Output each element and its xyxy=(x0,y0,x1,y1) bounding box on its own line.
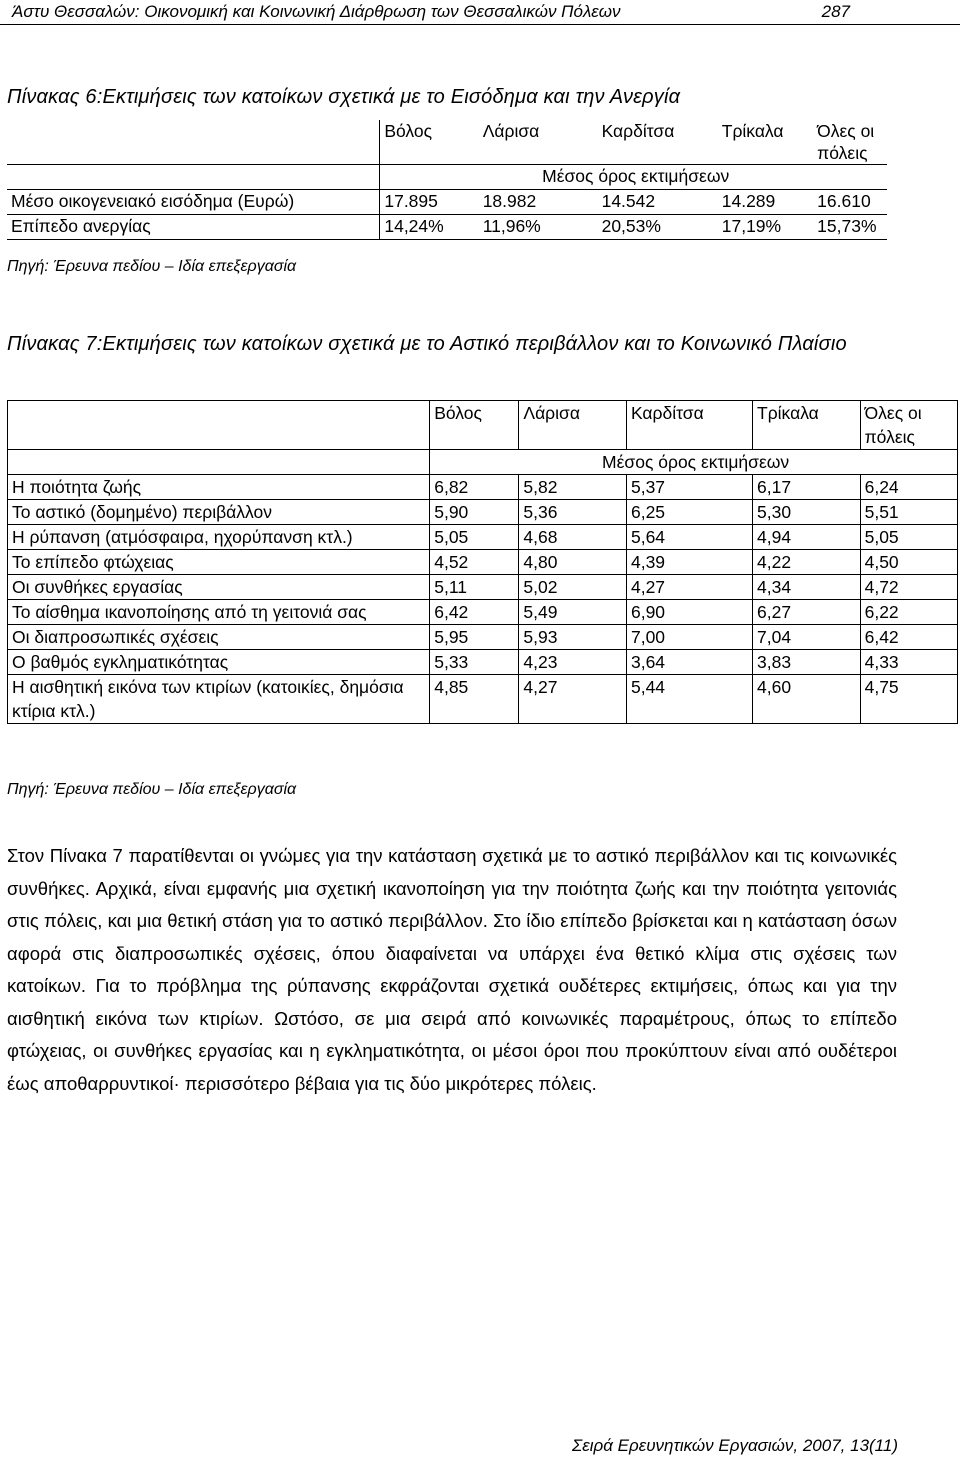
cell: 4,72 xyxy=(860,575,957,600)
table6-col-header: Όλες οι πόλεις xyxy=(813,120,887,165)
cell: 4,50 xyxy=(860,550,957,575)
table7-subheader-row xyxy=(8,450,958,475)
table6-col-header: Βόλος xyxy=(380,120,479,165)
table7-caption: Πίνακας 7:Εκτιμήσεις των κατοίκων σχετικά με το Αστικό περιβάλλον και το Κοινωνικό Πλαίσιο xyxy=(7,333,847,355)
row-label: Το αστικό (δομημένο) περιβάλλον xyxy=(8,500,430,525)
cell: 4,75 xyxy=(860,675,957,724)
cell: 5,05 xyxy=(860,525,957,550)
cell: 11,96% xyxy=(479,215,598,240)
cell: 6,17 xyxy=(753,475,861,500)
row-label: Η ποιότητα ζωής xyxy=(8,475,430,500)
table7-col-header: Τρίκαλα xyxy=(753,401,861,450)
table6 xyxy=(7,120,887,240)
cell: 6,42 xyxy=(860,625,957,650)
cell: 17,19% xyxy=(718,215,813,240)
cell: 3,83 xyxy=(753,650,861,675)
cell: 7,00 xyxy=(626,625,752,650)
table6-header-row xyxy=(7,120,887,165)
table-row xyxy=(8,625,958,650)
cell: 6,22 xyxy=(860,600,957,625)
table-row xyxy=(7,215,887,240)
cell: 4,80 xyxy=(519,550,627,575)
table-row xyxy=(8,550,958,575)
cell: 5,33 xyxy=(430,650,519,675)
table7-col-header: Βόλος xyxy=(430,401,519,450)
cell: 5,30 xyxy=(753,500,861,525)
running-header xyxy=(0,0,960,25)
cell: 5,93 xyxy=(519,625,627,650)
cell: 20,53% xyxy=(598,215,718,240)
cell: 6,42 xyxy=(430,600,519,625)
table6-source: Πηγή: Έρευνα πεδίου – Ιδία επεξεργασία xyxy=(7,258,297,275)
row-label: Ο βαθμός εγκληματικότητας xyxy=(8,650,430,675)
table6-caption: Πίνακας 6:Εκτιμήσεις των κατοίκων σχετικά με το Εισόδημα και την Ανεργία xyxy=(7,86,681,108)
cell: 5,36 xyxy=(519,500,627,525)
cell: 5,37 xyxy=(626,475,752,500)
table-row xyxy=(8,475,958,500)
table-row xyxy=(7,190,887,215)
table6-subheader: Μέσος όρος εκτιμήσεων xyxy=(380,165,887,190)
cell: 6,24 xyxy=(860,475,957,500)
cell: 5,51 xyxy=(860,500,957,525)
cell: 5,05 xyxy=(430,525,519,550)
cell: 4,27 xyxy=(626,575,752,600)
cell: 5,49 xyxy=(519,600,627,625)
table7-col-header: Όλες οι πόλεις xyxy=(860,401,957,450)
cell: 4,39 xyxy=(626,550,752,575)
cell: 4,52 xyxy=(430,550,519,575)
cell: 4,85 xyxy=(430,675,519,724)
table7-subheader: Μέσος όρος εκτιμήσεων xyxy=(430,450,958,475)
table7-col-header: Λάρισα xyxy=(519,401,627,450)
table6-col-header: Λάρισα xyxy=(479,120,598,165)
row-label: Το αίσθημα ικανοποίησης από τη γειτονιά σας xyxy=(8,600,430,625)
cell: 4,23 xyxy=(519,650,627,675)
table-row xyxy=(8,525,958,550)
cell: 16.610 xyxy=(813,190,887,215)
table-row xyxy=(8,675,958,724)
cell: 4,33 xyxy=(860,650,957,675)
running-footer: Σειρά Ερευνητικών Εργασιών, 2007, 13(11) xyxy=(572,1436,898,1455)
table6-corner-cell xyxy=(7,120,380,165)
cell: 14,24% xyxy=(380,215,479,240)
cell: 5,44 xyxy=(626,675,752,724)
table6-subheader-row xyxy=(7,165,887,190)
table-row xyxy=(8,600,958,625)
cell: 4,34 xyxy=(753,575,861,600)
table7 xyxy=(7,400,958,724)
cell: 14.542 xyxy=(598,190,718,215)
cell: 17.895 xyxy=(380,190,479,215)
running-header-title: Άστυ Θεσσαλών: Οικονομική και Κοινωνική Διάρθρωση των Θεσσαλικών Πόλεων xyxy=(12,2,621,21)
table7-header-row xyxy=(8,401,958,450)
row-label: Οι διαπροσωπικές σχέσεις xyxy=(8,625,430,650)
row-label: Επίπεδο ανεργίας xyxy=(7,215,380,240)
row-label: Το επίπεδο φτώχειας xyxy=(8,550,430,575)
cell: 5,95 xyxy=(430,625,519,650)
table6-subheader-blank xyxy=(7,165,380,190)
table6-col-header: Καρδίτσα xyxy=(598,120,718,165)
cell: 4,60 xyxy=(753,675,861,724)
table-row xyxy=(8,650,958,675)
cell: 4,27 xyxy=(519,675,627,724)
row-label: Η ρύπανση (ατμόσφαιρα, ηχορύπανση κτλ.) xyxy=(8,525,430,550)
cell: 6,90 xyxy=(626,600,752,625)
table7-subheader-blank xyxy=(8,450,430,475)
cell: 3,64 xyxy=(626,650,752,675)
cell: 5,11 xyxy=(430,575,519,600)
cell: 7,04 xyxy=(753,625,861,650)
page-number: 287 xyxy=(821,2,850,21)
row-label: Η αισθητική εικόνα των κτιρίων (κατοικίες, δημόσια κτίρια κτλ.) xyxy=(8,675,430,724)
body-paragraph: Στον Πίνακα 7 παρατίθενται οι γνώμες για την κατάσταση σχετικά με το αστικό περιβάλλον και τις κοινωνικές συνθήκες. Αρχικά, είναι εμφανής μια σχετική ικανοποίηση για την ποιότητα ζωής και την ποιότητα γειτονιάς στις πόλεις, και μια θετική στάση για το αστικό περιβάλλον. Στο ίδιο επίπεδο βρίσκεται και η κατάσταση όσων αφορά στις διαπροσωπικές σχέσεις, όπου διαφαίνεται να υπάρχει ένα θετικό κλίμα στις σχέσεις των κατοίκων. Για το πρόβλημα της ρύπανσης εκφράζονται σχετικά ουδέτερες εκτιμήσεις, όπως και για την αισθητική εικόνα των κτιρίων. Ωστόσο, σε μια σειρά από κοινωνικές παραμέτρους, όπως το επίπεδο φτώχειας, οι συνθήκες εργασίας και η εγκληματικότητα, οι μέσοι όροι που προκύπτουν είναι από ουδέτεροι έως αποθαρρυντικοί· περισσότερο βέβαια για τις δύο μικρότερες πόλεις. xyxy=(7,845,897,1094)
cell: 6,27 xyxy=(753,600,861,625)
table6-col-header: Τρίκαλα xyxy=(718,120,813,165)
cell: 15,73% xyxy=(813,215,887,240)
cell: 6,25 xyxy=(626,500,752,525)
cell: 4,94 xyxy=(753,525,861,550)
row-label: Οι συνθήκες εργασίας xyxy=(8,575,430,600)
cell: 18.982 xyxy=(479,190,598,215)
cell: 4,68 xyxy=(519,525,627,550)
table7-source: Πηγή: Έρευνα πεδίου – Ιδία επεξεργασία xyxy=(7,781,297,798)
table-row xyxy=(8,500,958,525)
cell: 5,02 xyxy=(519,575,627,600)
table7-corner-cell xyxy=(8,401,430,450)
cell: 5,82 xyxy=(519,475,627,500)
row-label: Μέσο οικογενειακό εισόδημα (Ευρώ) xyxy=(7,190,380,215)
cell: 4,22 xyxy=(753,550,861,575)
cell: 6,82 xyxy=(430,475,519,500)
cell: 5,90 xyxy=(430,500,519,525)
table7-col-header: Καρδίτσα xyxy=(626,401,752,450)
cell: 5,64 xyxy=(626,525,752,550)
table-row xyxy=(8,575,958,600)
cell: 14.289 xyxy=(718,190,813,215)
